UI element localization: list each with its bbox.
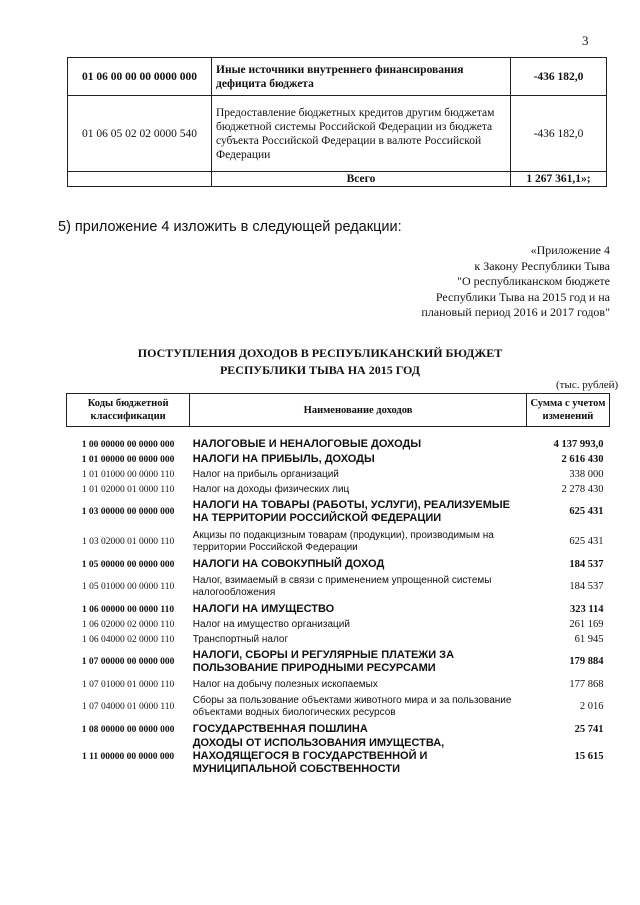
cell-name: НАЛОГИ НА ПРИБЫЛЬ, ДОХОДЫ	[192, 453, 375, 465]
header-sum: Сумма с учетом изменений	[526, 394, 609, 427]
cell-sum: 15 615	[574, 750, 604, 762]
cell-name: ГОСУДАРСТВЕННАЯ ПОШЛИНА	[192, 723, 368, 735]
cell-sum: 338 000	[569, 468, 604, 480]
appendix-header	[310, 243, 610, 321]
cell-name: Налог на имущество организаций	[192, 618, 350, 630]
amendment-instruction: 5) приложение 4 изложить в следующей редакции:	[58, 219, 402, 235]
table-header-row	[67, 394, 610, 427]
cell-name: ДОХОДЫ ОТ ИСПОЛЬЗОВАНИЯ ИМУЩЕСТВА, НАХОДЯЩЕГОСЯ В ГОСУДАРСТВЕННОЙ И МУНИЦИПАЛЬНОЙ СОБСТВЕННОСТИ	[192, 737, 445, 775]
table-row	[67, 452, 610, 467]
cell-code: 1 07 04000 01 0000 110	[81, 702, 175, 712]
header-name: Наименование доходов	[190, 394, 527, 427]
cell-sum: 179 884	[569, 656, 604, 667]
appendix-line: «Приложение 4	[530, 243, 610, 257]
appendix-line: "О республиканском бюджете	[457, 274, 610, 288]
table-row	[67, 467, 610, 482]
cell-sum: 323 114	[569, 603, 604, 615]
appendix-line: к Закону Республики Тыва	[474, 258, 610, 273]
cell-code: 1 01 01000 00 0000 110	[81, 469, 175, 480]
table-row	[67, 632, 610, 647]
cell-sum: 184 537	[569, 558, 604, 570]
total-row	[68, 172, 607, 187]
cell-sum: 2 278 430	[561, 483, 604, 495]
cell-name: Налог на доходы физических лиц	[192, 483, 350, 495]
spacer-row	[67, 427, 610, 438]
cell-name: Сборы за пользование объектами животного мира и за пользование объектами водных биологических ресурсов	[192, 695, 512, 718]
table-row	[67, 617, 610, 632]
cell-name: НАЛОГИ НА ТОВАРЫ (РАБОТЫ, УСЛУГИ), РЕАЛИЗУЕМЫЕ НА ТЕРРИТОРИИ РОССИЙСКОЙ ФЕДЕРАЦИИ	[192, 499, 510, 524]
table-row	[67, 527, 610, 557]
table-row	[67, 602, 610, 617]
table-row	[67, 572, 610, 602]
cell-code: 1 01 02000 01 0000 110	[81, 484, 175, 495]
page-number: 3	[582, 33, 589, 48]
title-line: ПОСТУПЛЕНИЯ ДОХОДОВ В РЕСПУБЛИКАНСКИЙ БЮДЖЕТ	[137, 346, 503, 360]
total-sum: 1 267 361,1»;	[511, 172, 607, 187]
table-row	[67, 677, 610, 692]
header-code: Коды бюджетной классификации	[67, 394, 190, 427]
total-label: Всего	[212, 172, 511, 187]
cell-name: НАЛОГИ НА ИМУЩЕСТВО	[192, 603, 335, 615]
cell-code: 1 01 00000 00 0000 000	[81, 454, 175, 465]
document-title	[0, 345, 640, 379]
cell-sum: 625 431	[569, 536, 604, 547]
cell-name: НАЛОГИ, СБОРЫ И РЕГУЛЯРНЫЕ ПЛАТЕЖИ ЗА ПОЛЬЗОВАНИЕ ПРИРОДНЫМИ РЕСУРСАМИ	[192, 649, 455, 674]
table-row	[67, 557, 610, 572]
cell-code: 1 06 02000 02 0000 110	[81, 619, 175, 630]
cell-sum: -436 182,0	[511, 96, 607, 172]
cell-code: 1 11 00000 00 0000 000	[82, 751, 175, 762]
cell-code: 1 00 00000 00 0000 000	[81, 439, 175, 450]
cell-code: 01 06 00 00 00 0000 000	[68, 58, 212, 96]
financing-sources-table	[67, 57, 607, 187]
cell-name: НАЛОГИ НА СОВОКУПНЫЙ ДОХОД	[192, 558, 385, 570]
cell-name: Налог, взимаемый в связи с применением упрощенной системы налогообложения	[192, 575, 492, 598]
table-row	[67, 437, 610, 452]
revenue-table	[66, 393, 610, 776]
title-line: РЕСПУБЛИКИ ТЫВА НА 2015 ГОД	[219, 363, 421, 377]
cell-code: 1 03 00000 00 0000 000	[81, 507, 175, 517]
cell-sum: 4 137 993,0	[553, 438, 604, 450]
cell-code: 1 05 00000 00 0000 000	[81, 559, 175, 570]
cell-code: 01 06 05 02 02 0000 540	[68, 96, 212, 172]
appendix-line: Республики Тыва на 2015 год и на	[435, 289, 610, 304]
cell-sum: 177 868	[569, 678, 604, 690]
appendix-line: плановый период 2016 и 2017 годов"	[421, 305, 610, 319]
table-row	[67, 722, 610, 737]
table-row	[68, 58, 607, 96]
cell-code: 1 08 00000 00 0000 000	[81, 724, 175, 735]
cell-code: 1 07 01000 01 0000 110	[81, 679, 175, 690]
cell-name: Иные источники внутреннего финансирования дефицита бюджета	[212, 58, 511, 96]
cell-code: 1 05 01000 00 0000 110	[81, 582, 175, 592]
table-row	[67, 497, 610, 527]
table-row	[67, 692, 610, 722]
spacer-cell	[67, 427, 610, 438]
cell-sum: 261 169	[569, 618, 604, 630]
cell-code	[68, 172, 212, 187]
table-row	[67, 647, 610, 677]
cell-sum: 61 945	[574, 633, 604, 645]
cell-name: Транспортный налог	[192, 633, 289, 645]
cell-code: 1 07 00000 00 0000 000	[81, 657, 175, 667]
table-row	[67, 482, 610, 497]
cell-code: 1 06 00000 00 0000 110	[82, 604, 175, 615]
cell-code: 1 03 02000 01 0000 110	[81, 537, 175, 547]
cell-name: НАЛОГОВЫЕ И НЕНАЛОГОВЫЕ ДОХОДЫ	[192, 438, 422, 450]
table-row	[67, 737, 610, 776]
cell-name: Налог на прибыль организаций	[192, 468, 339, 480]
units-label: (тыс. рублей)	[556, 379, 619, 391]
cell-sum: 25 741	[574, 723, 604, 735]
cell-sum: 2 616 430	[561, 453, 604, 465]
cell-sum: -436 182,0	[511, 58, 607, 96]
table-row	[68, 96, 607, 172]
cell-name: Предоставление бюджетных кредитов другим бюджетам бюджетной системы Российской Федерации из бюджета субъекта Российской Федерации в валюте Российской Федерации	[212, 96, 511, 172]
cell-code: 1 06 04000 02 0000 110	[81, 634, 175, 645]
cell-name: Акцизы по подакцизным товарам (продукции), производимым на территории Российской Федерации	[192, 530, 494, 553]
cell-sum: 2 016	[579, 701, 604, 712]
cell-name: Налог на добычу полезных ископаемых	[192, 678, 378, 690]
cell-sum: 184 537	[569, 581, 604, 592]
cell-sum: 625 431	[569, 506, 604, 517]
